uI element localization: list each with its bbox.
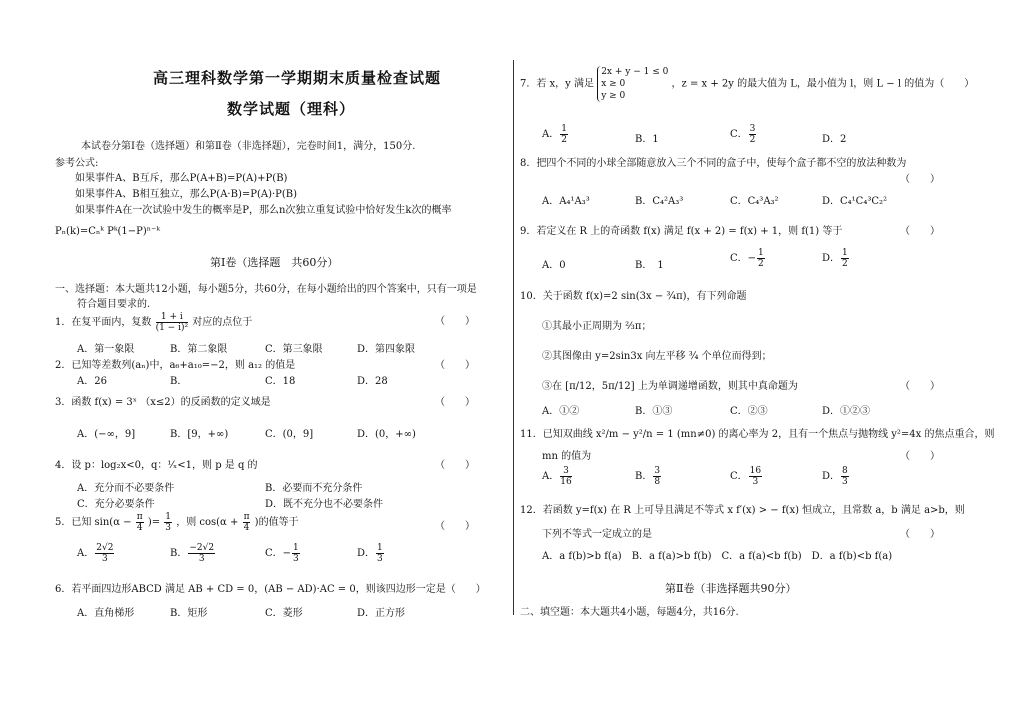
- q6-option-a: A．直角梯形: [77, 608, 135, 619]
- q11-option-c: C． $\frac{16}{3}$: [730, 466, 762, 487]
- q8-answer-paren: （ ）: [900, 174, 940, 185]
- q8-option-c: C．C₄³A₃²: [730, 196, 779, 207]
- q2-option-d: D．28: [357, 376, 388, 387]
- q11-option-d: D． $\frac{8}{3}$: [822, 466, 848, 487]
- q10-stem: 10．关于函数 f(x)=2 sin(3x − ¾π)，有下列命题: [520, 291, 747, 302]
- q12-stem-2: 下列不等式一定成立的是: [542, 529, 652, 540]
- q2-option-c: C．18: [265, 376, 296, 387]
- q9-answer-paren: （ ）: [900, 226, 940, 237]
- q12-answer-paren: （ ）: [900, 529, 940, 540]
- q9-option-d: D． $\frac{1}{2}$: [822, 248, 848, 269]
- q5-option-d: D． $\frac{1}{3}$: [357, 543, 383, 564]
- q3-option-a: A．(−∞，9]: [77, 429, 136, 440]
- part2-heading: 第Ⅱ卷（非选择题共90分）: [665, 582, 797, 595]
- column-divider: [513, 60, 514, 615]
- intro-line: 本试卷分第Ⅰ卷（选择题）和第Ⅱ卷（非选择题），完卷时间1，满分，150分.: [81, 141, 416, 152]
- q10-option-c: C．②③: [730, 406, 768, 417]
- q10-statement-1: ①其最小正周期为 ⅔π；: [542, 321, 652, 332]
- q1-option-d: D．第四象限: [357, 344, 416, 355]
- page-title: 高三理科数学第一学期期末质量检查试题: [153, 69, 442, 87]
- q11-stem-2: mn 的值为: [542, 451, 592, 462]
- q1-option-c: C．第三象限: [265, 344, 323, 355]
- q3-option-d: D．(0，+∞): [357, 429, 416, 440]
- q11-answer-paren: （ ）: [900, 451, 940, 462]
- formula-title: 参考公式:: [55, 158, 99, 169]
- q6-option-c: C．菱形: [265, 608, 303, 619]
- q4-answer-paren: （ ）: [435, 460, 475, 471]
- q7-option-a: A． $\frac{1}{2}$: [542, 124, 567, 145]
- page-subtitle: 数学试题（理科）: [227, 100, 356, 118]
- q11-option-a: A． $\frac{3}{16}$: [542, 466, 572, 487]
- q1-option-b: B．第二象限: [170, 344, 228, 355]
- q10-answer-paren: （ ）: [900, 381, 940, 392]
- q2-option-b: B．: [170, 376, 188, 387]
- q8-stem: 8．把四个不同的小球全部随意放入三个不同的盒子中，使每个盒子都不空的放法种数为: [520, 158, 907, 169]
- q6-option-b: B．矩形: [170, 608, 208, 619]
- q5-answer-paren: （ ）: [435, 521, 475, 532]
- q4-option-a: A．充分而不必要条件: [77, 483, 175, 494]
- q1-stem: 1．在复平面内，复数 $\frac{1 + i}{\text{(1 − i)²}}$ 对应的点位于: [55, 312, 253, 333]
- part2-instructions: 二、填空题：本大题共4小题，每题4分，共16分.: [520, 607, 739, 618]
- q12-options: A．a f(b)>b f(a) B．a f(a)>b f(b) C．a f(a)<b f(b) D．a f(b)<b f(a): [542, 551, 893, 562]
- q2-answer-paren: （ ）: [435, 360, 475, 371]
- q9-stem: 9．若定义在 R 上的奇函数 f(x) 满足 f(x + 2) = f(x) + 1，则 f(1) 等于: [520, 226, 843, 237]
- q8-option-a: A．A₄¹A₃³: [542, 196, 590, 207]
- q7-constraint-system: 2x + y − 1 ≤ 0 x ≥ 0 y ≥ 0: [597, 66, 668, 102]
- q8-option-b: B．C₄²A₃³: [635, 196, 684, 207]
- q9-option-a: A．0: [542, 260, 566, 271]
- q5-option-a: A． $\frac{2√2}{3}$: [77, 543, 114, 564]
- part1-instructions-2: 符合题目要求的.: [77, 299, 151, 310]
- formula-4: Pₙ(k)=Cₙᵏ Pᵏ(1−P)ⁿ⁻ᵏ: [55, 226, 160, 237]
- q11-option-b: B． $\frac{3}{8}$: [635, 466, 661, 487]
- formula-3: 如果事件A在一次试验中发生的概率是P，那么n次独立重复试验中恰好发生k次的概率: [75, 205, 452, 216]
- q7-option-c: C． $\frac{3}{2}$: [730, 124, 756, 145]
- q4-option-b: B．必要而不充分条件: [265, 483, 363, 494]
- q5-option-b: B． $\frac{-2√2}{3}$: [170, 543, 215, 564]
- q5-option-c: C．− $\frac{1}{3}$: [265, 543, 299, 564]
- formula-2: 如果事件A、B相互独立，那么P(A·B)=P(A)·P(B): [75, 189, 298, 200]
- q11-stem: 11．已知双曲线 x²/m − y²/n = 1 (mn≠0) 的离心率为 2，且有一个焦点与抛物线 y²=4x 的焦点重合，则: [520, 429, 995, 440]
- q1-option-a: A．第一象限: [77, 344, 135, 355]
- q4-option-d: D．既不充分也不必要条件: [265, 499, 384, 510]
- part1-heading: 第Ⅰ卷（选择题 共60分）: [210, 256, 339, 269]
- q5-stem: 5．已知 sin(α − $\frac{\pi}{4}$ )= $\frac{1}{3}$ ，则 cos(α + $\frac{\pi}{4}$ )的值等于: [55, 512, 299, 533]
- q6-option-d: D．正方形: [357, 608, 406, 619]
- q9-option-c: C．− $\frac{1}{2}$: [730, 248, 764, 269]
- q10-statement-3: ③在 [π/12，5π/12] 上为单调递增函数，则其中真命题为: [542, 381, 798, 392]
- q12-stem: 12．若函数 y=f(x) 在 R 上可导且满足不等式 x f′(x) > − f(x) 恒成立，且常数 a，b 满足 a>b，则: [520, 505, 965, 516]
- q10-option-a: A．①②: [542, 406, 580, 417]
- q4-stem: 4．设 p：log₂x<0，q：¹⁄ₓ<1，则 p 是 q 的: [55, 460, 258, 471]
- q3-stem: 3．函数 f(x) = 3ˣ （x≤2）的反函数的定义域是: [55, 397, 271, 408]
- q2-option-a: A．26: [77, 376, 107, 387]
- q10-option-d: D．①②③: [822, 406, 871, 417]
- q7-stem: 7．若 x，y 满足 2x + y − 1 ≤ 0 x ≥ 0 y ≥ 0 ，z = x + 2y 的最大值为 L，最小值为 l，则 L − l 的值为（ ）: [520, 67, 975, 101]
- q10-statement-2: ②其图像由 y=2sin3x 向左平移 ¾ 个单位而得到；: [542, 351, 772, 362]
- q7-option-d: D．2: [822, 134, 847, 145]
- q8-option-d: D．C₄¹C₄³C₂²: [822, 196, 888, 207]
- q3-option-c: C．(0，9]: [265, 429, 314, 440]
- formula-1: 如果事件A、B互斥，那么P(A+B)=P(A)+P(B): [75, 173, 288, 184]
- q2-stem: 2．已知等差数列(aₙ)中，a₆+a₁₀=−2，则 a₁₂ 的值是: [55, 360, 296, 371]
- q1-answer-paren: （ ）: [435, 316, 475, 327]
- q3-answer-paren: （ ）: [435, 397, 475, 408]
- q7-option-b: B．1: [635, 134, 659, 145]
- q3-option-b: B．[9，+∞): [170, 429, 229, 440]
- q10-option-b: B．①③: [635, 406, 673, 417]
- part1-instructions: 一、选择题：本大题共12小题，每小题5分，共60分，在每小题给出的四个答案中，只有一项是: [55, 284, 477, 295]
- q4-option-c: C．充分必要条件: [77, 499, 155, 510]
- q6-stem: 6．若平面四边形ABCD 满足 AB + CD = 0，(AB − AD)·AC = 0，则该四边形一定是（ ）: [55, 584, 486, 595]
- q9-option-b: B． 1: [635, 260, 664, 271]
